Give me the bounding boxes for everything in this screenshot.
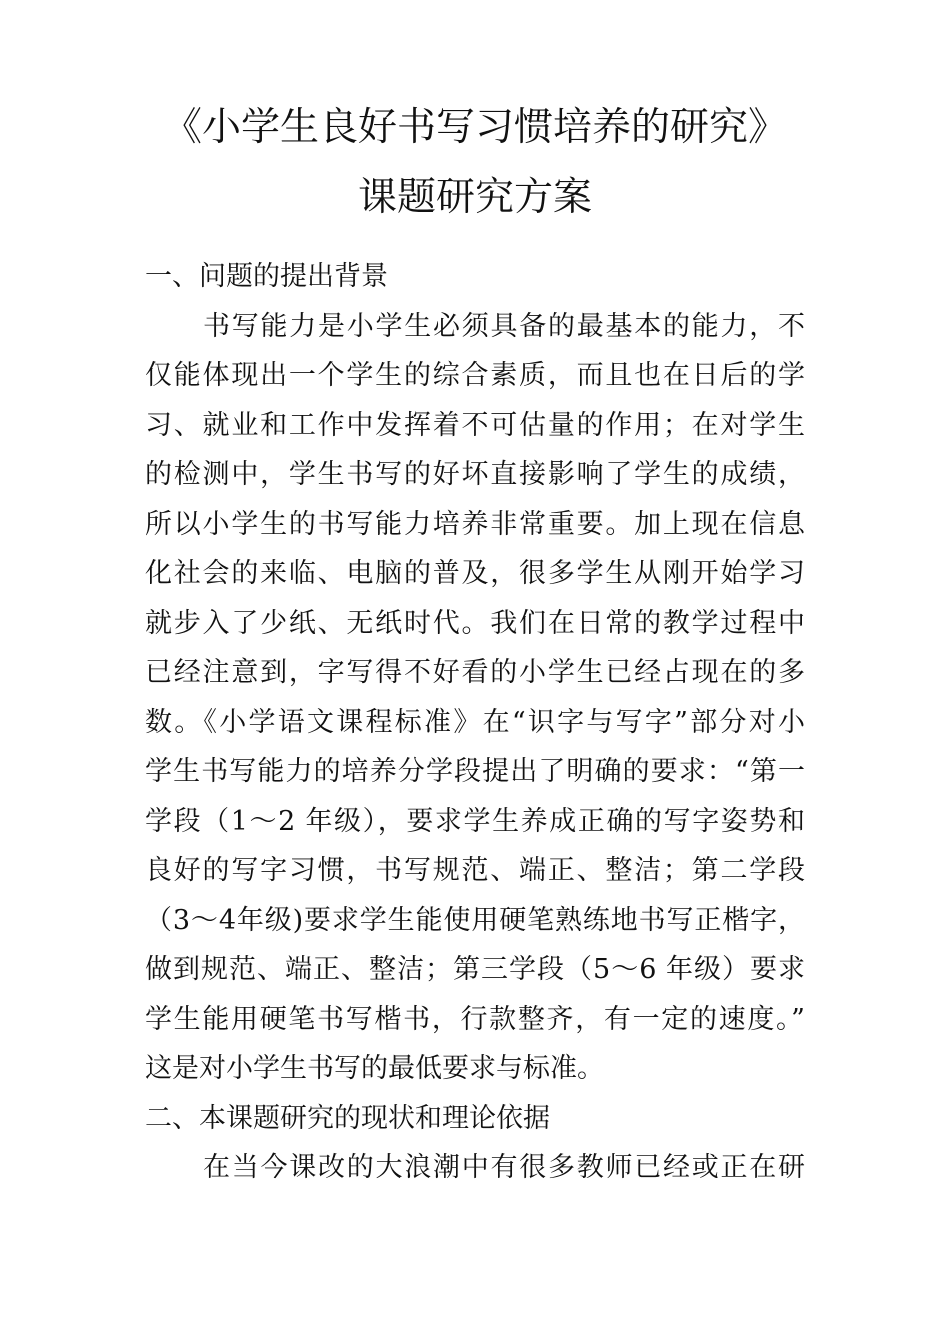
paragraph-line: 化社会的来临、电脑的普及，很多学生从刚开始学习	[145, 558, 805, 589]
paragraph-line: 数。《小学语文课程标准》在“识字与写字”部分对小	[145, 706, 805, 738]
paragraph-line: 学生能用硬笔书写楷书，行款整齐，有一定的速度。”	[145, 1003, 805, 1035]
section-heading-background: 一、问题的提出背景	[145, 261, 388, 292]
document-body	[145, 252, 805, 1193]
document-title-line-1: 《小学生良好书写习惯培养的研究》	[162, 105, 787, 150]
paragraph-line: 在当今课改的大浪潮中有很多教师已经或正在研	[203, 1152, 805, 1183]
document-title-line-2: 课题研究方案	[357, 175, 592, 220]
section-heading-theory: 二、本课题研究的现状和理论依据	[145, 1102, 550, 1134]
paragraph-line: 学段（1～2 年级），要求学生养成正确的写字姿势和	[145, 805, 805, 837]
paragraph-line: 的检测中，学生书写的好坏直接影响了学生的成绩，	[145, 459, 805, 490]
paragraph-line: （3～4年级)要求学生能使用硬笔熟练地书写正楷字，	[145, 904, 805, 936]
paragraph-line: 已经注意到，字写得不好看的小学生已经占现在的多	[145, 657, 805, 688]
paragraph-line: 良好的写字习惯，书写规范、端正、整洁；第二学段	[145, 855, 805, 886]
paragraph-line: 学生书写能力的培养分学段提出了明确的要求：“第一	[145, 756, 805, 787]
paragraph-line: 习、就业和工作中发挥着不可估量的作用；在对学生	[145, 409, 805, 441]
paragraph-line: 这是对小学生书写的最低要求与标准。	[145, 1053, 604, 1084]
paragraph-line: 仅能体现出一个学生的综合素质，而且也在日后的学	[145, 360, 805, 391]
paragraph-line: 所以小学生的书写能力培养非常重要。加上现在信息	[145, 508, 805, 540]
paragraph-line: 书写能力是小学生必须具备的最基本的能力，不	[203, 310, 805, 342]
paragraph-line: 做到规范、端正、整洁；第三学段（5～6 年级）要求	[145, 954, 805, 985]
paragraph-line: 就步入了少纸、无纸时代。我们在日常的教学过程中	[145, 607, 805, 639]
